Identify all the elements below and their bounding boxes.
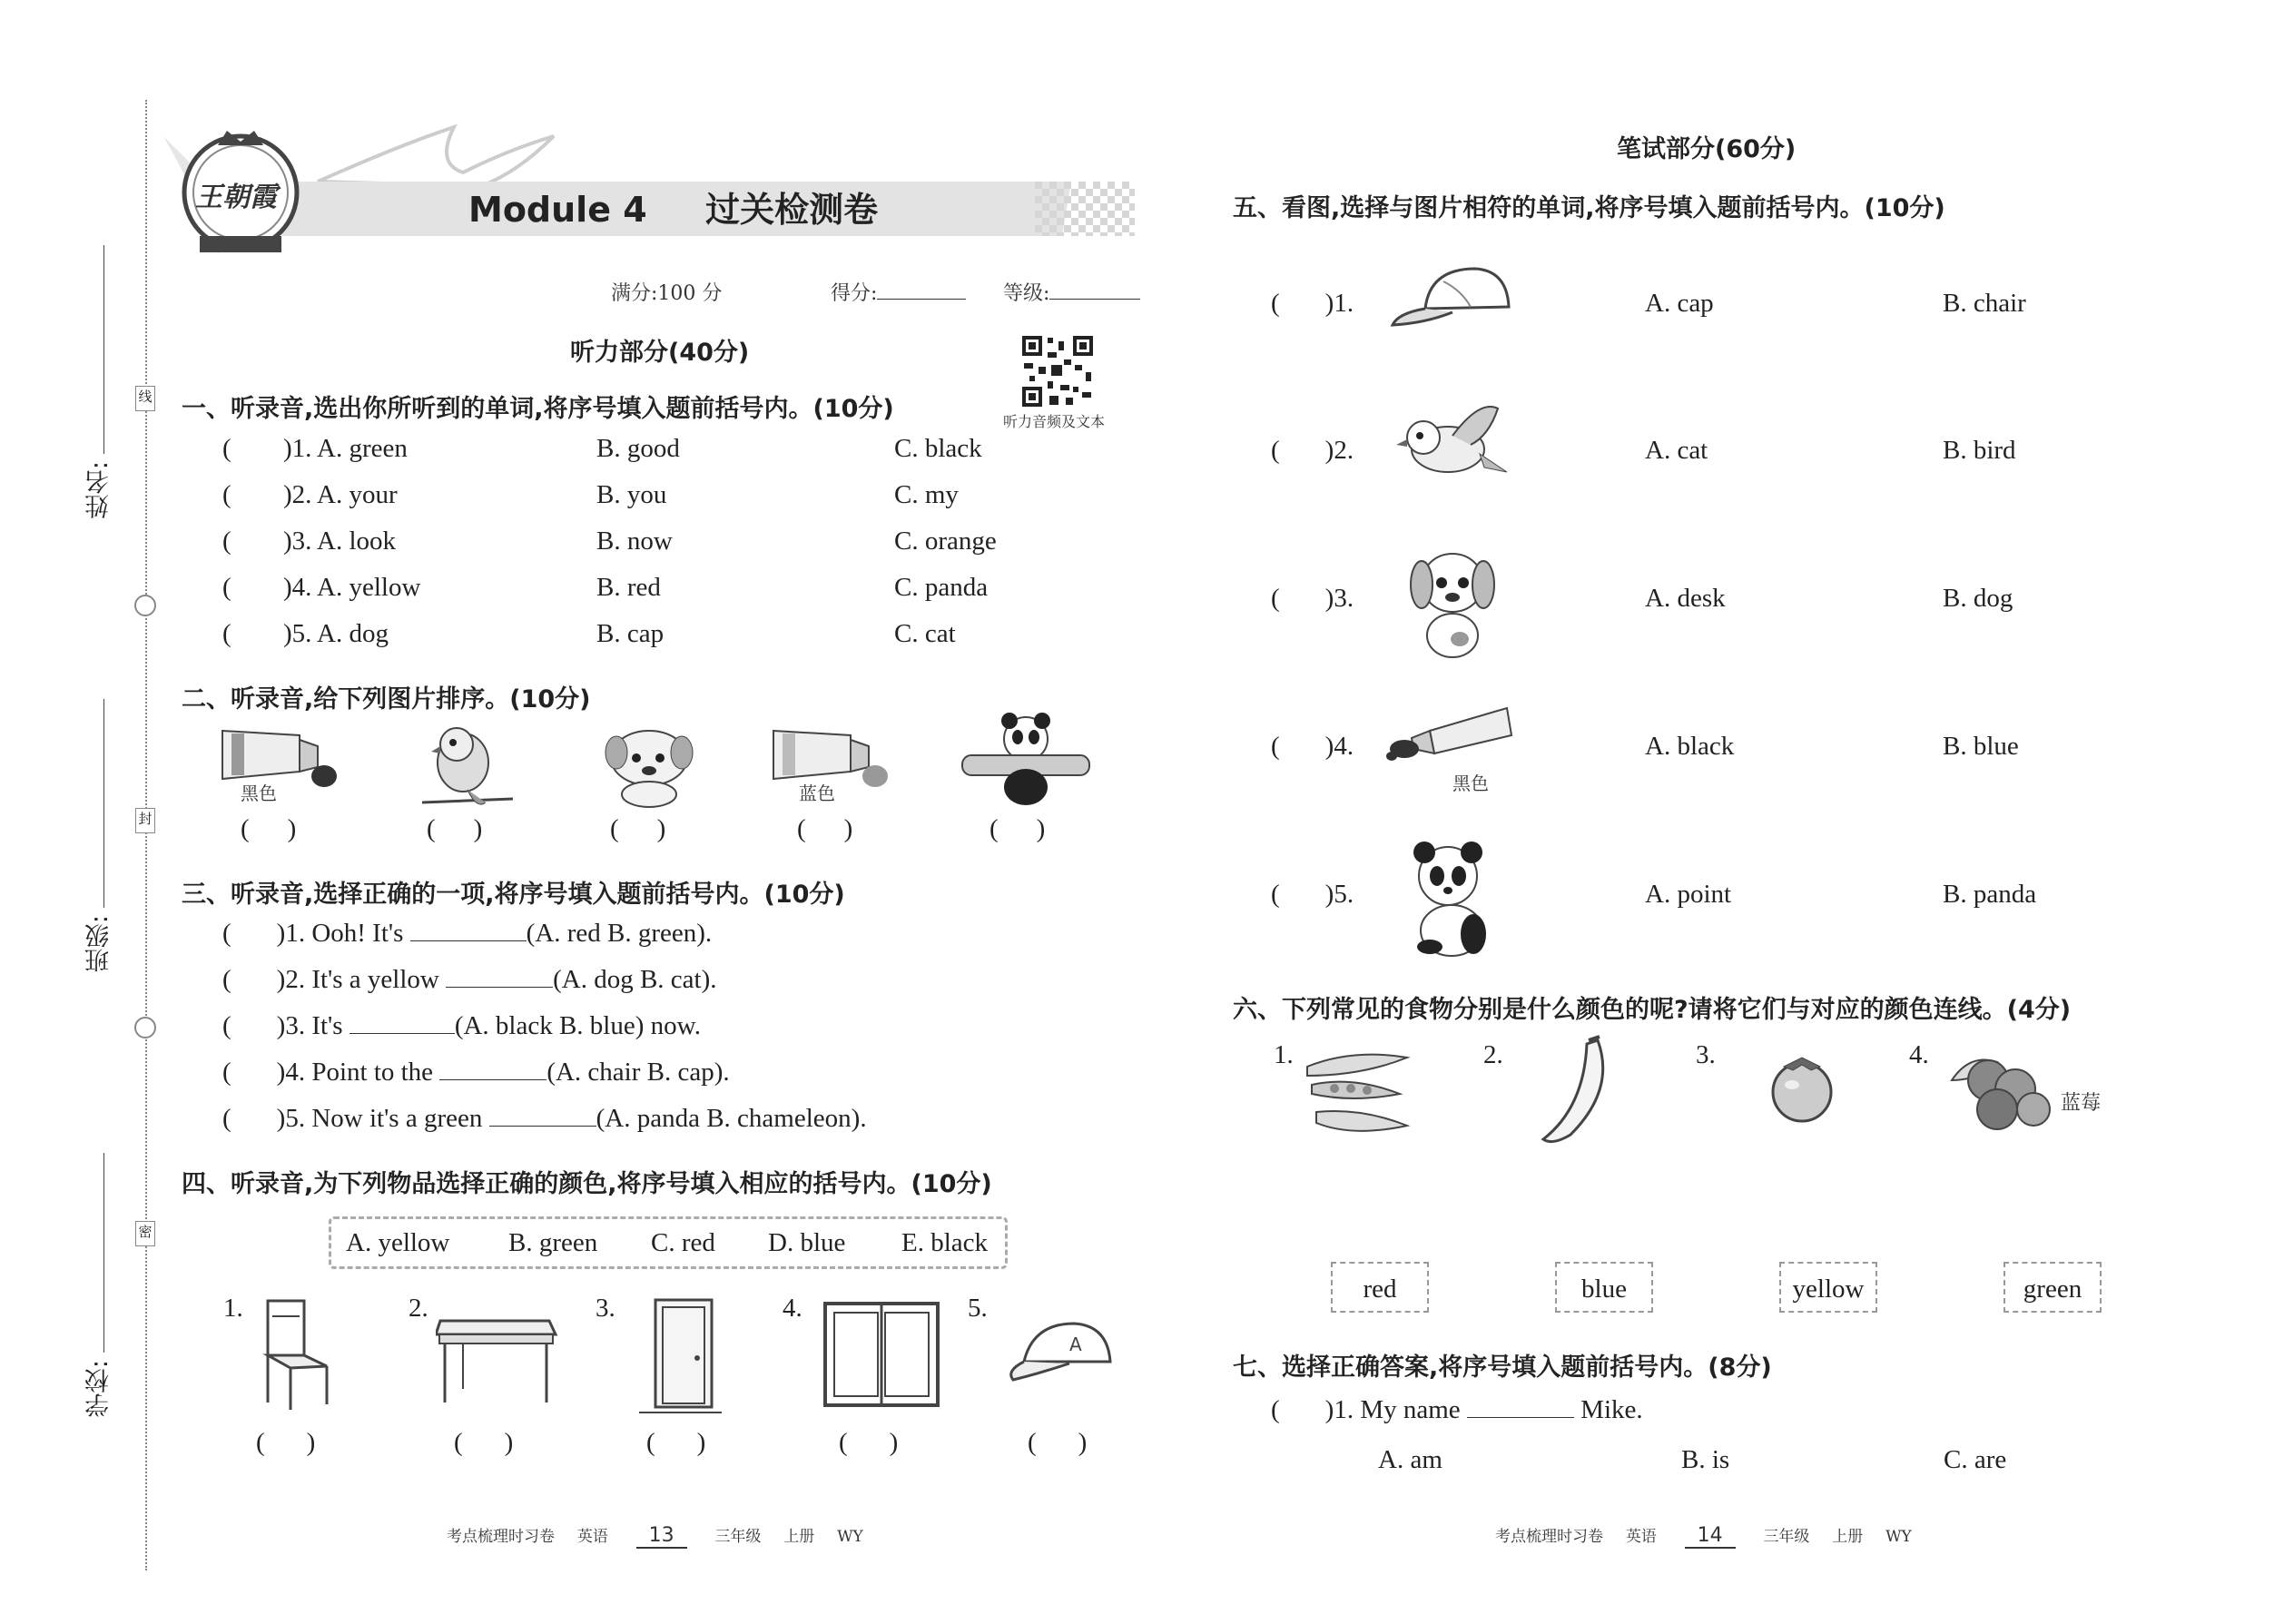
banana-icon	[1534, 1035, 1616, 1148]
answer-bracket[interactable]: (	[222, 965, 231, 994]
question-num: )3.	[1324, 584, 1354, 613]
question-text: )1. Ooh! It's	[276, 919, 404, 948]
dog-icon	[1398, 545, 1507, 663]
score-field[interactable]	[831, 278, 966, 306]
sec3-row	[222, 1104, 867, 1134]
answer-bracket[interactable]: (	[222, 573, 231, 602]
options-text: (A. panda B. chameleon).	[596, 1104, 867, 1133]
window-icon	[822, 1300, 944, 1413]
item-num: 1.	[223, 1294, 243, 1323]
answer-blank[interactable]	[439, 1079, 546, 1080]
page-title	[468, 182, 878, 231]
footer-grade: 三年级	[1763, 1528, 1810, 1546]
footer-page: 13	[636, 1524, 687, 1549]
sec3-row	[222, 1058, 730, 1088]
sec5-opt-a: A. desk	[1645, 584, 1726, 613]
sec2-bracket[interactable]: ( )	[241, 814, 297, 843]
answer-bracket[interactable]: (	[222, 1104, 231, 1133]
sec3-row	[222, 965, 717, 995]
answer-blank[interactable]	[1467, 1417, 1574, 1418]
panda-icon	[958, 710, 1094, 810]
answer-bracket[interactable]: (	[1271, 880, 1280, 909]
question-text: )2. It's a yellow	[276, 965, 439, 994]
option-b: B. good	[596, 434, 680, 463]
item-num: 3.	[596, 1294, 615, 1323]
sec2-title: 二、听录音,给下列图片排序。(10分)	[182, 685, 591, 714]
question-text: )4. Point to the	[276, 1058, 434, 1087]
sec2-bracket[interactable]: ( )	[610, 814, 666, 843]
footer-subject: 英语	[1625, 1528, 1657, 1546]
question-text: )3. It's	[276, 1011, 343, 1040]
sec5-row-3	[1271, 584, 1354, 614]
option-yellow: A. yellow	[346, 1228, 450, 1257]
sec5-row-5	[1271, 880, 1354, 910]
option-a: )1. A. green	[283, 434, 408, 463]
qr-caption: 听力音频及文本	[1003, 413, 1106, 430]
bird-icon	[413, 719, 522, 814]
sec6-title: 六、下列常见的食物分别是什么颜色的呢?请将它们与对应的颜色连线。(4分)	[1233, 996, 2072, 1024]
footer-vol: 上册	[783, 1528, 815, 1546]
listening-title: 听力部分(40分)	[570, 339, 750, 367]
option-blue: D. blue	[768, 1228, 846, 1257]
options-text: (A. chair B. cap).	[546, 1058, 730, 1087]
answer-blank[interactable]	[350, 1033, 455, 1034]
sec5-opt-a: A. cat	[1645, 436, 1708, 465]
sec2-bracket[interactable]: ( )	[989, 814, 1046, 843]
cap-icon	[1006, 1316, 1115, 1389]
sec5-row-4	[1271, 732, 1354, 762]
grade-label: 等级:	[1003, 282, 1050, 305]
options-text: (A. black B. blue) now.	[454, 1011, 701, 1040]
answer-bracket[interactable]: (	[222, 1011, 231, 1040]
seal-mark-seal: 封	[135, 808, 155, 833]
option-b: B. cap	[596, 619, 665, 648]
footer-edition: WY	[837, 1528, 863, 1546]
class-field[interactable]	[82, 699, 113, 973]
option-a: )2. A. your	[283, 480, 398, 509]
color-blue-box[interactable]: blue	[1555, 1262, 1653, 1313]
option-c: C. orange	[894, 527, 997, 556]
option-c: C. panda	[894, 573, 989, 602]
food-num: 2.	[1483, 1040, 1503, 1069]
seal-mark-secret: 密	[135, 1221, 155, 1246]
food-num: 1.	[1274, 1040, 1294, 1069]
sec3-title: 三、听录音,选择正确的一项,将序号填入题前括号内。(10分)	[182, 881, 845, 909]
option-b: B. now	[596, 527, 673, 556]
question-text: )5. Now it's a green	[276, 1104, 483, 1133]
name-field[interactable]	[82, 245, 113, 519]
peas-icon	[1298, 1039, 1416, 1144]
logo-text: 王朝霞	[195, 182, 277, 213]
answer-bracket[interactable]: (	[1271, 584, 1280, 613]
question-num: )2.	[1324, 436, 1354, 465]
svg-text:A: A	[1069, 1334, 1082, 1355]
school-field[interactable]	[82, 1153, 113, 1418]
answer-bracket[interactable]: (	[1271, 732, 1280, 761]
answer-bracket[interactable]: (	[222, 919, 231, 948]
footer-grade: 三年级	[714, 1528, 762, 1546]
answer-blank[interactable]	[446, 987, 553, 988]
sec2-bracket[interactable]: ( )	[427, 814, 483, 843]
sec4-bracket[interactable]: ( )	[454, 1428, 514, 1457]
sec3-row	[222, 919, 712, 949]
black-label: 黑色	[241, 782, 277, 804]
sec4-bracket[interactable]: ( )	[646, 1428, 706, 1457]
sec7-opt-b: B. is	[1681, 1445, 1730, 1474]
option-green: B. green	[508, 1228, 598, 1257]
sec4-bracket[interactable]: ( )	[256, 1428, 316, 1457]
score-label: 得分:	[831, 282, 878, 305]
question-text-end: Mike.	[1580, 1395, 1643, 1424]
door-icon	[635, 1296, 726, 1419]
dog-icon	[595, 720, 704, 811]
footer-book: 考点梳理时习卷	[1495, 1528, 1603, 1546]
question-num: )5.	[1324, 880, 1354, 909]
sec5-opt-b: B. blue	[1943, 732, 2019, 761]
option-c: C. my	[894, 480, 959, 509]
right-footer	[1495, 1523, 1912, 1549]
sec4-bracket[interactable]: ( )	[839, 1428, 899, 1457]
sec5-opt-b: B. panda	[1943, 880, 2037, 909]
class-label: 班级:	[85, 915, 113, 973]
sec4-title: 四、听录音,为下列物品选择正确的颜色,将序号填入相应的括号内。(10分)	[182, 1170, 992, 1198]
grade-field[interactable]	[1003, 278, 1140, 306]
footer-vol: 上册	[1832, 1528, 1864, 1546]
option-black: E. black	[901, 1228, 989, 1257]
paint-tube-icon	[1384, 704, 1521, 776]
footer-book: 考点梳理时习卷	[447, 1528, 555, 1546]
table-icon	[436, 1307, 558, 1407]
question-num: )4.	[1324, 732, 1354, 761]
tomato-icon	[1761, 1048, 1843, 1126]
sec5-opt-b: B. dog	[1943, 584, 2013, 613]
sec5-row-2	[1271, 436, 1354, 466]
answer-bracket[interactable]: (	[1271, 436, 1280, 465]
sec5-opt-a: A. cap	[1645, 289, 1714, 318]
answer-blank[interactable]	[489, 1126, 596, 1127]
answer-bracket[interactable]: (	[222, 434, 231, 463]
title-module: Module 4	[468, 190, 647, 230]
sec7-q1	[1271, 1395, 1643, 1425]
option-b: B. you	[596, 480, 667, 509]
option-a: )3. A. look	[283, 527, 397, 556]
paint-tube-icon	[213, 726, 340, 799]
color-green-box[interactable]: green	[2004, 1262, 2102, 1313]
sec5-opt-a: A. black	[1645, 732, 1735, 761]
sec7-opt-a: A. am	[1378, 1445, 1442, 1474]
answer-bracket[interactable]: (	[222, 527, 231, 556]
panda-icon	[1393, 840, 1511, 962]
footer-page: 14	[1685, 1524, 1736, 1549]
options-text: (A. dog B. cat).	[553, 965, 717, 994]
color-yellow-box[interactable]: yellow	[1779, 1262, 1877, 1313]
sec2-bracket[interactable]: ( )	[797, 814, 853, 843]
name-label: 姓名:	[85, 461, 113, 519]
blueberry-icon	[1943, 1044, 2061, 1135]
option-c: C. cat	[894, 619, 956, 648]
written-title: 笔试部分(60分)	[1617, 135, 1797, 163]
color-red-box[interactable]: red	[1331, 1262, 1429, 1313]
answer-bracket[interactable]: (	[1271, 289, 1280, 318]
sec5-row-1	[1271, 289, 1354, 319]
qr-code[interactable]	[1020, 334, 1095, 408]
bird-icon	[1389, 399, 1516, 490]
sec5-opt-b: B. chair	[1943, 289, 2026, 318]
binding-hole-2	[134, 1017, 156, 1038]
item-num: 4.	[783, 1294, 802, 1323]
answer-bracket[interactable]: (	[222, 1058, 231, 1087]
footer-edition: WY	[1885, 1528, 1912, 1546]
sec1-title: 一、听录音,选出你所听到的单词,将序号填入题前括号内。(10分)	[182, 395, 894, 423]
chair-icon	[250, 1294, 336, 1412]
seal-mark-line: 线	[135, 386, 155, 411]
sec5-opt-b: B. bird	[1943, 436, 2016, 465]
sec7-title: 七、选择正确答案,将序号填入题前括号内。(8分)	[1233, 1353, 1772, 1382]
blue-label: 蓝色	[799, 782, 835, 804]
color-options-box	[329, 1216, 1008, 1269]
school-label: 学校:	[85, 1360, 113, 1418]
black-label: 黑色	[1452, 773, 1489, 794]
full-score: 满分:100 分	[611, 282, 723, 305]
title-cn: 过关检测卷	[705, 190, 879, 230]
question-text: )1. My name	[1324, 1395, 1461, 1424]
binding-line	[145, 100, 147, 1570]
binding-hole-1	[134, 595, 156, 616]
item-num: 5.	[968, 1294, 988, 1323]
option-b: B. red	[596, 573, 661, 602]
footer-subject: 英语	[576, 1528, 608, 1546]
option-red: C. red	[651, 1228, 715, 1257]
sec3-row	[222, 1011, 701, 1041]
answer-blank[interactable]	[410, 940, 527, 941]
sec7-opt-c: C. are	[1944, 1445, 2007, 1474]
blueberry-label: 蓝莓	[2061, 1092, 2102, 1115]
cap-icon	[1389, 263, 1516, 336]
answer-bracket[interactable]: (	[222, 619, 231, 648]
answer-bracket[interactable]: (	[222, 480, 231, 509]
question-num: )1.	[1324, 289, 1354, 318]
options-text: (A. red B. green).	[526, 919, 713, 948]
left-footer	[447, 1523, 863, 1549]
item-num: 2.	[409, 1294, 428, 1323]
option-c: C. black	[894, 434, 982, 463]
answer-bracket[interactable]: (	[1271, 1395, 1280, 1424]
option-a: )4. A. yellow	[283, 573, 421, 602]
food-num: 3.	[1696, 1040, 1716, 1069]
sec4-bracket[interactable]: ( )	[1028, 1428, 1088, 1457]
sec5-opt-a: A. point	[1645, 880, 1732, 909]
food-num: 4.	[1909, 1040, 1929, 1069]
sec5-title: 五、看图,选择与图片相符的单词,将序号填入题前括号内。(10分)	[1233, 194, 1945, 222]
option-a: )5. A. dog	[283, 619, 389, 648]
